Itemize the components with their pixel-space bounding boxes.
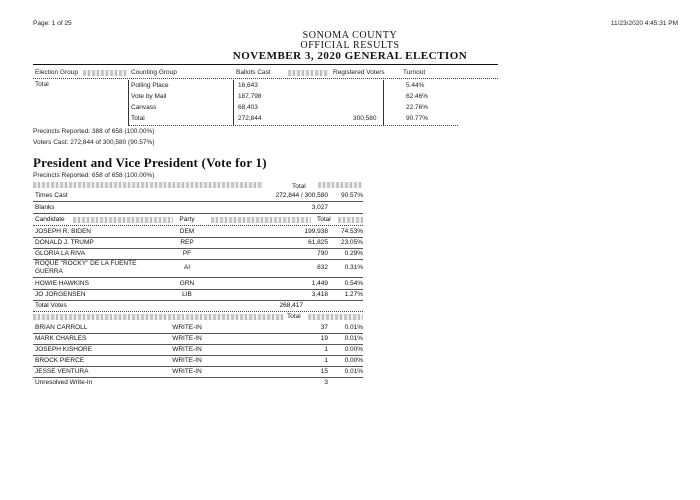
- candidate-party: AI: [183, 264, 191, 271]
- blurred-header: [308, 314, 363, 320]
- writein-party: WRITE-IN: [172, 368, 202, 375]
- report-title: [0, 31, 700, 61]
- summary-turnout: 22.76%: [406, 104, 429, 111]
- title-election: NOVEMBER 3, 2020 GENERAL ELECTION: [232, 50, 468, 62]
- writein-votes: 15: [320, 368, 328, 375]
- candidate-party: GRN: [179, 280, 195, 287]
- report-datetime: 11/23/2020 4:45:31 PM: [610, 20, 678, 27]
- candidate-name: DONALD J. TRUMP: [35, 239, 94, 246]
- candidate-party: DEM: [179, 228, 195, 235]
- writein-pct: 0.01%: [344, 335, 363, 342]
- candidate-votes: 61,825: [308, 239, 328, 246]
- col-turnout: Turnout: [403, 69, 426, 76]
- col-election-group: Election Group: [35, 69, 78, 76]
- blurred-header: [318, 182, 363, 188]
- candidate-header: Candidate: [35, 216, 65, 223]
- unresolved-writein-row: [33, 377, 363, 388]
- writein-party: WRITE-IN: [172, 335, 202, 342]
- candidate-votes: 832: [317, 264, 328, 271]
- blurred-header: [33, 314, 283, 320]
- writein-votes: 1: [324, 357, 328, 364]
- title-county: SONOMA COUNTY: [302, 30, 398, 41]
- writein-name: BRIAN CARROLL: [35, 324, 88, 331]
- summary-turnout: 90.77%: [406, 115, 429, 122]
- blurred-header: [83, 70, 128, 76]
- candidate-pct: 0.54%: [344, 280, 363, 287]
- blurred-header: [338, 217, 363, 223]
- title-official: OFFICIAL RESULTS: [300, 40, 400, 51]
- summary-registered: 300,580: [353, 115, 377, 122]
- candidate-row: [33, 259, 363, 278]
- page-number: Page: 1 of 25: [33, 20, 72, 27]
- summary-group-total: Total: [35, 81, 49, 88]
- candidate-votes: 1,449: [311, 280, 328, 287]
- blurred-header: [73, 217, 173, 223]
- candidate-pct: 74.53%: [340, 228, 363, 235]
- header-rule: [33, 78, 498, 79]
- candidate-name: GLORIA LA RIVA: [35, 250, 86, 257]
- candidate-pct: 23.05%: [340, 239, 363, 246]
- summary-cast: 187,798: [238, 93, 262, 100]
- total-header: Total: [317, 216, 331, 223]
- stats-total-header: Total: [292, 183, 306, 190]
- summary-turnout: 62.46%: [406, 93, 429, 100]
- blanks-value: 3,027: [311, 204, 328, 211]
- candidate-pct: 1.27%: [344, 291, 363, 298]
- writein-votes: 37: [320, 324, 328, 331]
- times-cast-value: 272,844 / 300,580: [275, 192, 328, 199]
- candidate-name: ROQUE "ROCKY" DE LA FUENTE GUERRA: [35, 260, 137, 275]
- col-ballots-cast: Ballots Cast: [236, 69, 271, 76]
- writein-pct: 0.00%: [344, 346, 363, 353]
- col-counting-group: Counting Group: [131, 69, 177, 76]
- blurred-header: [211, 217, 311, 223]
- candidate-votes: 3,418: [311, 291, 328, 298]
- writein-pct: 0.01%: [344, 368, 363, 375]
- candidate-name: JOSEPH R. BIDEN: [35, 228, 91, 235]
- candidate-party: REP: [180, 239, 194, 246]
- divider: [233, 80, 234, 126]
- summary-table: [33, 68, 498, 122]
- writein-party: WRITE-IN: [172, 346, 202, 353]
- voters-cast: Voters Cast: 272,844 of 300,580 (90.57%): [33, 139, 155, 146]
- candidate-name: JO JORGENSEN: [35, 291, 86, 298]
- summary-cast: 272,844: [238, 115, 262, 122]
- blurred-header: [33, 182, 263, 188]
- writein-pct: 0.00%: [344, 357, 363, 364]
- summary-turnout: 5.44%: [406, 82, 425, 89]
- writein-pct: 0.01%: [344, 324, 363, 331]
- writein-party: WRITE-IN: [172, 324, 202, 331]
- times-cast-row: [33, 190, 363, 202]
- writein-party: WRITE-IN: [172, 357, 202, 364]
- total-votes-rule: [33, 311, 363, 312]
- unresolved-value: 3: [324, 379, 328, 386]
- total-votes-value: 268,417: [279, 302, 303, 309]
- blurred-header: [288, 70, 328, 76]
- summary-counting: Polling Place: [131, 82, 169, 89]
- unresolved-label: Unresolved Write-In: [35, 379, 93, 386]
- divider: [383, 80, 384, 126]
- writein-name: MARK CHARLES: [35, 335, 87, 342]
- summary-counting: Vote by Mail: [131, 93, 167, 100]
- summary-counting: Total: [131, 115, 145, 122]
- summary-bottom-rule: [128, 125, 458, 126]
- divider: [128, 80, 129, 126]
- candidate-pct: 0.29%: [344, 250, 363, 257]
- blanks-row: [33, 202, 363, 214]
- candidate-party: PF: [182, 250, 192, 257]
- contest-precincts: Precincts Reported: 658 of 658 (100.00%): [33, 172, 155, 179]
- candidate-pct: 0.31%: [344, 264, 363, 271]
- blanks-label: Blanks: [35, 204, 55, 211]
- candidate-party: LIB: [182, 291, 192, 298]
- summary-cast: 68,403: [238, 104, 258, 111]
- writein-name: JOSEPH KISHORE: [35, 346, 93, 353]
- times-cast-pct: 90.57%: [340, 192, 363, 199]
- precincts-reported: Precincts Reported: 388 of 658 (100.00%): [33, 128, 155, 135]
- writein-votes: 19: [320, 335, 328, 342]
- summary-counting: Canvass: [131, 104, 157, 111]
- title-rule: [33, 64, 498, 65]
- writein-votes: 1: [324, 346, 328, 353]
- summary-cast: 16,643: [238, 82, 258, 89]
- candidate-votes: 199,938: [304, 228, 328, 235]
- writein-name: BROCK PIERCE: [35, 357, 85, 364]
- candidate-name: HOWIE HAWKINS: [35, 280, 89, 287]
- candidate-header-row: [33, 214, 363, 225]
- summary-header-row: [33, 68, 498, 78]
- candidate-votes: 790: [317, 250, 328, 257]
- contest-title: President and Vice President (Vote for 1): [33, 155, 267, 170]
- writein-total-header: Total: [287, 313, 301, 320]
- writein-name: JESSE VENTURA: [35, 368, 89, 375]
- total-votes-row: [33, 300, 363, 311]
- party-header: Party: [179, 216, 195, 223]
- times-cast-label: Times Cast: [35, 192, 68, 199]
- col-registered-voters: Registered Voters: [333, 69, 385, 76]
- total-votes-label: Total Votes: [35, 302, 67, 309]
